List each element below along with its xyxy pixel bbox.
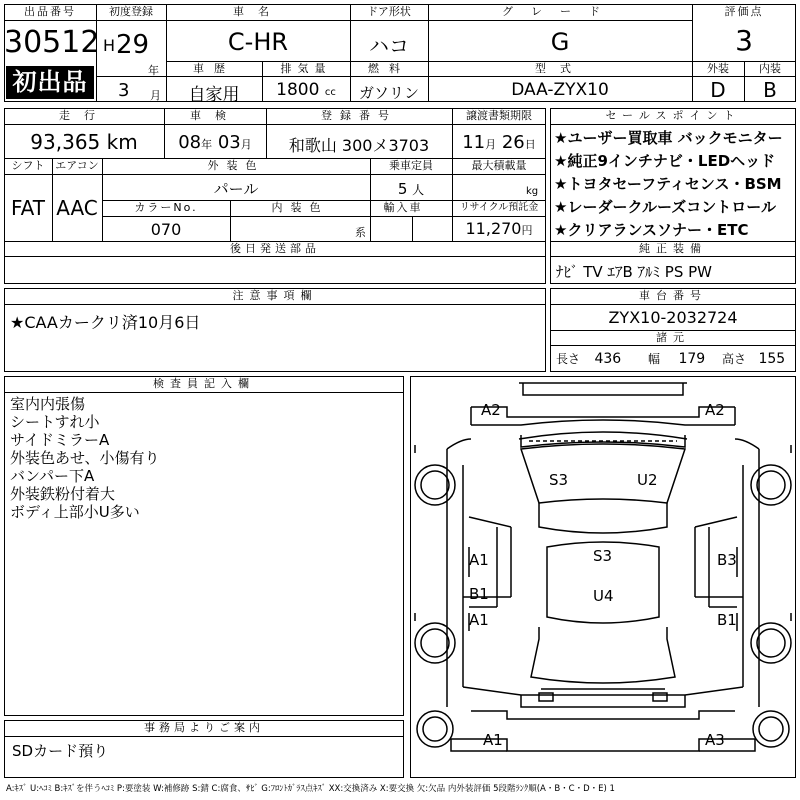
damage-mark: U4 [593,587,614,605]
grade-label: グレード [502,5,618,18]
damage-mark: B3 [717,551,737,569]
office-text: SDカード預り [12,742,109,760]
doc-day-unit: 日 [524,138,536,151]
sales-point: ★レーダークルーズコントロール [554,198,776,216]
import-label: 輸入車 [383,201,423,214]
max-load-unit: kg [526,186,539,197]
damage-mark: B1 [717,611,737,629]
plate-label: 登録番号 [321,109,397,122]
int-color-label: 内装色 [271,201,329,214]
doc-month: 11 [462,132,486,153]
equipment: ﾅﾋﾞ TV ｴｱB ｱﾙﾐ PS PW [556,263,712,281]
ext-color-label: 外装色 [207,159,265,172]
year-unit: 年 [148,64,159,77]
office-label: 事務局よりご案内 [144,721,264,734]
int-color-unit: 系 [355,226,366,239]
damage-mark: A1 [469,611,489,629]
sales-point: ★ユーザー買取車 バックモニター [554,129,783,147]
max-load-label: 最大積載量 [471,159,527,172]
plate: 和歌山 300メ3703 [288,136,430,155]
inspector-line: 外装色あせ、小傷有り [10,449,160,467]
doc-month-unit: 月 [485,138,497,151]
legend: A:ｷｽﾞ U:ﾍｺﾐ B:ｷｽﾞを伴うﾍｺﾐ P:要塗装 W:補修跡 S:錆 C:腐食、ｻﾋﾞ G:ﾌﾛﾝﾄｶﾞﾗｽ点ｷｽﾞ XX:交換済み X:要交換 欠:欠品 内外装評価 5段階ﾗﾝｸ順(A・B・C・D・E) 1 [6,784,615,794]
inspection-year: 08 [178,132,202,153]
sales-points-label: セールスポイント [605,109,741,122]
inspector-line: シートすれ小 [10,413,100,431]
sales-point: ★純正9インチナビ・LEDヘッド [554,152,776,170]
door-type: ハコ [369,34,409,58]
color-no: 070 [150,220,182,239]
damage-mark: A1 [483,731,503,749]
fuel: ガソリン [358,84,419,102]
first-reg-year: 29 [116,30,150,60]
inspection-year-unit: 年 [201,138,213,151]
damage-mark: A3 [705,731,725,749]
notes-text: ★CAAカークリ済10月6日 [10,313,201,332]
exterior-score: D [710,78,726,102]
color-no-label: カラーNo. [134,201,198,214]
month-unit: 月 [150,89,161,102]
inspector-line: 室内内張傷 [10,395,86,413]
height: 155 [758,351,786,367]
car-name: C-HR [227,28,289,56]
displacement-label: 排気量 [280,62,332,75]
era: H [103,36,116,55]
inspection-month: 03 [217,132,241,153]
door-label: ドア形状 [367,5,411,18]
recycle-unit: 円 [521,224,533,237]
first-listing-badge: 初出品 [6,66,94,99]
mileage-unit: km [106,130,138,154]
recycle: 11,270 [465,219,522,238]
sales-point: ★クリアランスソナー・ETC [554,221,749,239]
chassis-label: 車台番号 [639,289,707,302]
notes-label: 注意事項欄 [232,289,318,302]
mileage: 93,365 [30,130,101,154]
mileage-label: 走行 [59,109,109,122]
score: 3 [735,24,753,57]
spec-label: 諸元 [656,331,690,344]
inspector-line: 外装鉄粉付着大 [10,485,116,503]
grade: G [550,28,570,56]
width-label: 幅 [648,352,661,366]
car-diagram [410,376,796,778]
equipment-label: 純正装備 [639,242,707,255]
inspector-line: バンパー下A [10,467,95,485]
damage-mark: A2 [481,401,501,419]
sales-point: ★トヨタセーフティセンス・BSM [554,175,782,193]
ext-color: パール [213,180,259,198]
displacement-unit: cc [324,87,336,98]
car-name-label: 車名 [233,5,283,18]
score-label: 評価点 [724,5,764,18]
doc-day: 26 [501,132,525,153]
doc-deadline-label: 譲渡書類期限 [466,109,532,122]
fuel-label: 燃料 [368,62,410,75]
inspection-label: 車検 [190,109,240,122]
shift-label: シフト [11,159,45,172]
capacity-unit: 人 [412,183,425,197]
model-code: DAA-ZYX10 [511,80,609,100]
chassis-number: ZYX10-2032724 [608,308,738,327]
height-label: 高さ [722,352,747,366]
capacity-label: 乗車定員 [389,159,433,172]
length: 436 [594,351,622,367]
damage-mark: A1 [469,551,489,569]
ac: AAC [56,196,98,220]
recycle-label: リサイクル預託金 [459,202,539,213]
lot-no-label: 出品番号 [24,5,76,18]
interior-score: B [763,78,777,102]
first-reg-month: 3 [118,80,130,101]
length-label: 長さ [556,352,581,366]
damage-mark: A2 [705,401,725,419]
interior-label: 内装 [759,62,781,75]
shift: FAT [10,196,45,220]
capacity: 5 [397,180,408,198]
car-outline-drawing [411,377,795,777]
damage-mark: S3 [593,547,613,565]
damage-mark: S3 [549,471,569,489]
history-label: 車歴 [193,62,235,75]
inspector-line: ボディ上部小U多い [10,503,140,521]
exterior-label: 外装 [707,62,729,75]
first-reg-label: 初度登録 [109,5,153,18]
model-label: 型式 [535,62,585,75]
inspection-month-unit: 月 [240,138,252,151]
history: 自家用 [188,85,240,105]
inspector-label: 検査員記入欄 [153,377,255,390]
damage-mark: B1 [469,585,489,603]
ac-label: エアコン [55,159,99,172]
inspector-line: サイドミラーA [10,431,110,449]
damage-mark: U2 [637,471,658,489]
width: 179 [678,351,706,367]
displacement: 1800 [276,80,320,100]
later-parts-label: 後日発送部品 [230,242,320,255]
lot-no: 30512 [4,25,100,60]
